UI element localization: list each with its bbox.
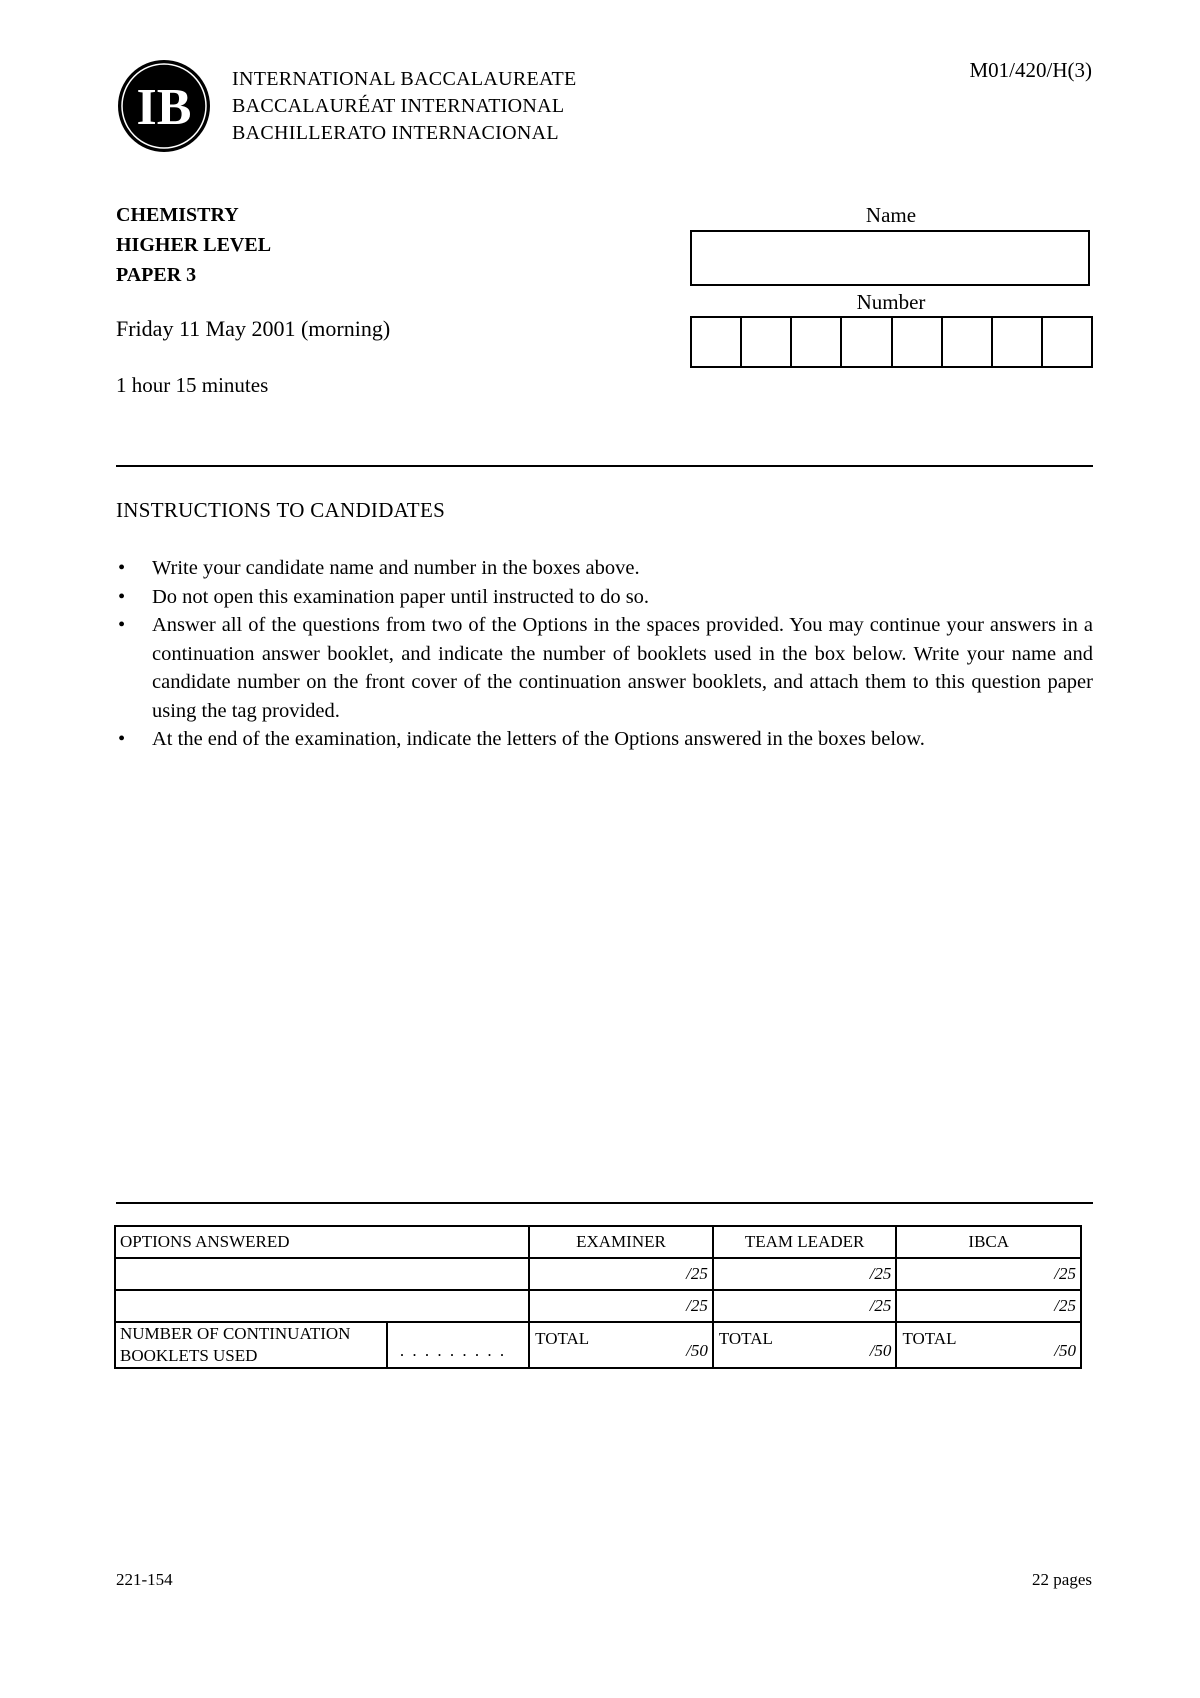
divider-top	[116, 465, 1093, 467]
ib-logo	[116, 58, 212, 154]
total-label: TOTAL	[902, 1329, 957, 1348]
instruction-text: Answer all of the questions from two of the Options in the spaces provided. You may continue your answers in a continuation answer booklet, and indicate the number of booklets used in the box below. Write your name and candidate number on the front cover of the continuation answer booklets, and attach them to this question paper using the tag provided.	[152, 614, 1093, 722]
total-label: TOTAL	[535, 1329, 590, 1348]
list-item	[116, 554, 1093, 583]
divider-bottom	[116, 1202, 1093, 1204]
name-label: Name	[865, 203, 917, 227]
score-cell[interactable]: /25	[896, 1258, 1081, 1290]
number-digit-box[interactable]	[692, 318, 742, 366]
bullet-icon: •	[118, 557, 126, 579]
bullet-icon: •	[118, 585, 126, 608]
list-item	[116, 583, 1093, 612]
score-cell[interactable]: /25	[529, 1258, 713, 1290]
header-options-answered: OPTIONS ANSWERED	[115, 1226, 529, 1258]
instructions-list	[116, 554, 1093, 754]
ib-logo-lettering: IB	[136, 79, 192, 136]
header-ibca: IBCA	[896, 1226, 1081, 1258]
bullet-icon: •	[118, 614, 126, 636]
continuation-booklets-count[interactable]: . . . . . . . . .	[387, 1322, 530, 1368]
exam-date: Friday 11 May 2001 (morning)	[116, 316, 391, 341]
header-examiner: EXAMINER	[529, 1226, 713, 1258]
option-letter-cell[interactable]	[115, 1258, 529, 1290]
instruction-text: Do not open this examination paper until instructed to do so.	[152, 585, 650, 608]
option-letter-cell[interactable]	[115, 1290, 529, 1322]
total-cell-ibca[interactable]	[896, 1322, 1081, 1368]
number-digit-box[interactable]	[842, 318, 892, 366]
number-digit-box[interactable]	[792, 318, 842, 366]
subject-title: CHEMISTRY	[116, 204, 239, 226]
level-title: HIGHER LEVEL	[116, 234, 272, 256]
org-name-fr: BACCALAURÉAT INTERNATIONAL	[232, 95, 565, 117]
paper-title: PAPER 3	[116, 264, 197, 286]
instructions-title: INSTRUCTIONS TO CANDIDATES	[116, 498, 446, 522]
total-cell-examiner[interactable]	[529, 1322, 713, 1368]
total-max: /50	[686, 1341, 708, 1360]
score-cell[interactable]: /25	[713, 1258, 897, 1290]
exam-subject-block	[116, 200, 271, 290]
table-row	[115, 1226, 1081, 1258]
total-max: /50	[869, 1341, 892, 1360]
total-label: TOTAL	[718, 1329, 773, 1348]
total-max: /50	[1054, 1341, 1076, 1360]
instruction-text: Write your candidate name and number in the boxes above.	[152, 557, 640, 579]
footer-page-count: 22 pages	[1032, 1570, 1092, 1589]
list-item	[116, 611, 1093, 725]
grading-table	[114, 1225, 1082, 1369]
number-digit-box[interactable]	[742, 318, 792, 366]
number-digit-box[interactable]	[1043, 318, 1093, 366]
organization-names	[232, 66, 577, 147]
org-name-en: INTERNATIONAL BACCALAUREATE	[232, 68, 577, 90]
name-field[interactable]	[690, 230, 1090, 286]
total-cell-team-leader[interactable]	[713, 1322, 897, 1368]
continuation-label-line-2: BOOKLETS USED	[120, 1346, 258, 1365]
bullet-icon: •	[118, 728, 126, 750]
paper-code: M01/420/H(3)	[969, 58, 1092, 82]
table-row	[115, 1322, 1081, 1368]
table-row	[115, 1258, 1081, 1290]
score-cell[interactable]: /25	[896, 1290, 1081, 1322]
footer-code: 221-154	[116, 1570, 173, 1589]
table-row	[115, 1290, 1081, 1322]
candidate-number-boxes	[690, 316, 1093, 368]
number-digit-box[interactable]	[893, 318, 943, 366]
header-team-leader: TEAM LEADER	[713, 1226, 897, 1258]
continuation-booklets-label	[115, 1322, 387, 1368]
list-item	[116, 725, 1093, 754]
number-digit-box[interactable]	[943, 318, 993, 366]
score-cell[interactable]: /25	[529, 1290, 713, 1322]
number-label: Number	[856, 290, 926, 314]
number-digit-box[interactable]	[993, 318, 1043, 366]
org-name-es: BACHILLERATO INTERNACIONAL	[232, 122, 559, 144]
exam-duration: 1 hour 15 minutes	[116, 373, 269, 397]
score-cell[interactable]: /25	[713, 1290, 897, 1322]
continuation-label-line-1: NUMBER OF CONTINUATION	[120, 1324, 351, 1343]
instruction-text: At the end of the examination, indicate the letters of the Options answered in the boxes below.	[152, 728, 925, 750]
